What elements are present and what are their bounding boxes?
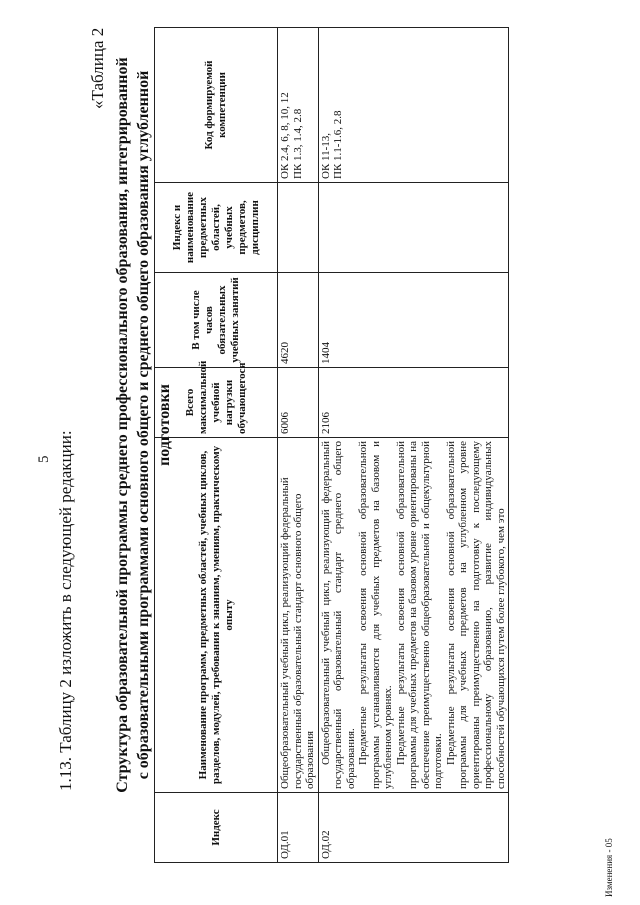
cell-name [318, 438, 509, 793]
table-row [278, 28, 319, 863]
intro-text: 1.13. Таблицу 2 изложить в следующей редакции: [56, 430, 75, 791]
name-paragraph: Предметные результаты освоения основной образовательной программы для учебных предметов на базовом уровне ориентированы на обеспечение преимущественно общеобразовательной и общекультурной подготовки. [394, 441, 444, 789]
cell-name: Общеобразовательный учебный цикл, реализующий федеральный государственный образовательный стандарт основного общего образования [278, 438, 319, 793]
cell-code: ОК 11-13, ПК 1.1-1.6, 2.8 [318, 28, 509, 183]
cell-total: 2106 [318, 368, 509, 438]
name-paragraph: Предметные результаты освоения основной образовательной программы устанавливаются для учебных предметов на базовом и углубленном уровнях. [357, 441, 394, 789]
cell-total: 6006 [278, 368, 319, 438]
table-header-row [155, 28, 278, 863]
header-required: В том числе часов обязательных учебных занятий [155, 273, 278, 368]
cell-areas [318, 183, 509, 273]
cell-code: ОК 2.4, 6, 8, 10, 12 ПК 1.3, 1.4, 2.8 [278, 28, 319, 183]
structure-table [154, 27, 509, 863]
table-row [318, 28, 509, 863]
page-number: 5 [36, 455, 52, 463]
cell-required: 1404 [318, 273, 509, 368]
cell-index: ОД.02 [318, 793, 509, 863]
cell-required: 4620 [278, 273, 319, 368]
header-index: Индекс [155, 793, 278, 863]
title-line-1: Структура образовательной программы среднего профессионального образования, интегрированной [114, 57, 131, 793]
name-paragraph: Предметные результаты освоения основной образовательной программы для учебных предметов на углубленном уровне ориентированы преимущественно на подготовку к последующему профессиональному образованию, развитие индивидуальных способностей обучающихся путем более глубокого, чем это [444, 441, 507, 789]
header-name: Наименование программ, предметных областей, учебных циклов, разделов, модулей, требования к знаниям, умениям, практическому опыту [155, 438, 278, 793]
header-total: Всего максимальной учебной нагрузки обучающегося [155, 368, 278, 438]
footer-revision: Изменения - 05 [604, 838, 614, 897]
cell-areas [278, 183, 319, 273]
table-tag: «Таблица 2 [88, 27, 107, 109]
name-paragraph: Общеобразовательный учебный цикл, реализующий федеральный государственный образовательный стандарт среднего общего образования. [319, 441, 357, 789]
header-areas: Индекс и наименование предметных областей, учебных предметов, дисциплин [155, 183, 278, 273]
header-code: Код формируемой компетенции [155, 28, 278, 183]
cell-index: ОД.01 [278, 793, 319, 863]
title-line-2: с образовательными программами основного общего и среднего общего образования углубленной подготовки [135, 70, 173, 780]
